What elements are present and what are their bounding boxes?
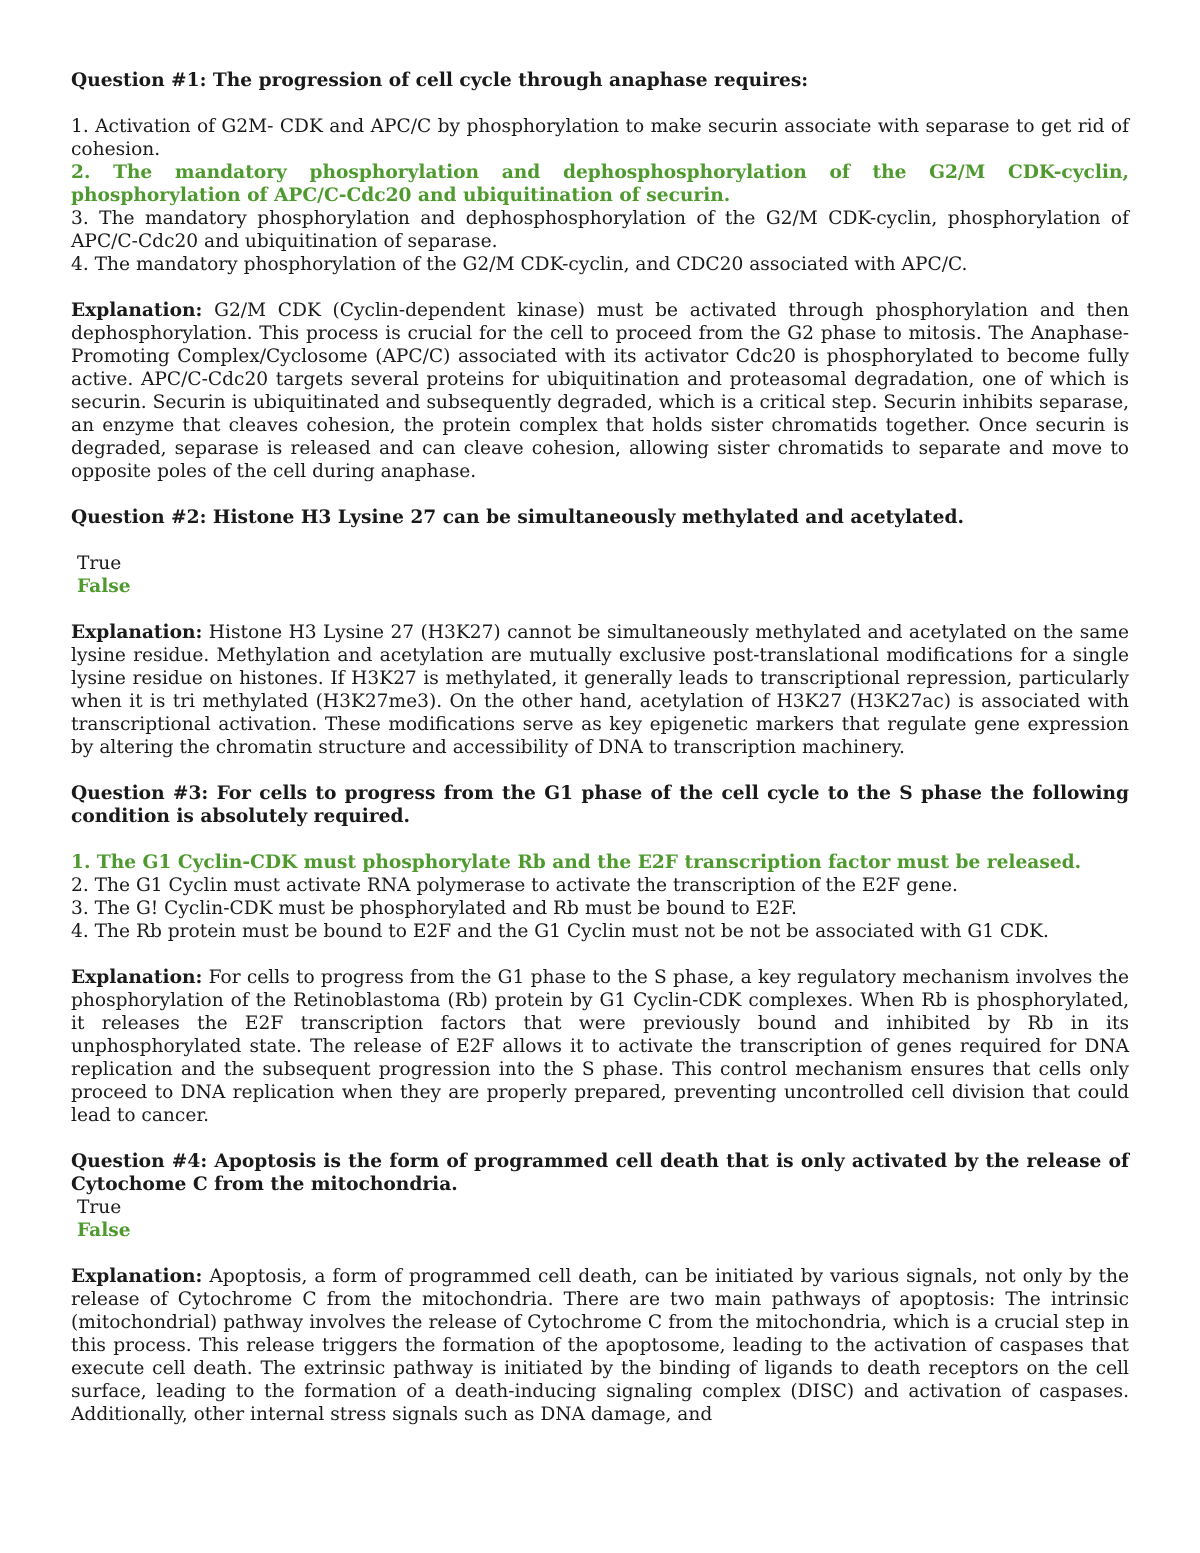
q3-explanation-label: Explanation: (71, 967, 203, 988)
q2-option-false-correct: False (77, 576, 131, 597)
question-3-title: Question #3: For cells to progress from the G1 phase of the cell cycle to the S phase the following condition is absolutely required. (71, 783, 1129, 827)
q4-explanation (71, 1265, 1129, 1426)
q4-option-true: True (77, 1197, 122, 1218)
q1-option-4: 4. The mandatory phosphorylation of the G2/M CDK-cyclin, and CDC20 associated with APC/C. (71, 254, 968, 275)
question-1-title: Question #1: The progression of cell cycle through anaphase requires: (71, 70, 809, 91)
q1-explanation-label: Explanation: (71, 300, 203, 321)
q3-option-2: 2. The G1 Cyclin must activate RNA polymerase to activate the transcription of the E2F gene. (71, 875, 958, 896)
q2-explanation-label: Explanation: (71, 622, 203, 643)
q3-explanation (71, 966, 1129, 1127)
question-2-title: Question #2: Histone H3 Lysine 27 can be simultaneously methylated and acetylated. (71, 507, 964, 528)
q3-explanation-text: For cells to progress from the G1 phase to the S phase, a key regulatory mechanism involves the phosphorylation of the Retinoblastoma (Rb) protein by G1 Cyclin-CDK complexes. When Rb is phosphorylated, it releases the E2F transcription factors that were previously bound and inhibited by Rb in its unphosphorylated state. The release of E2F allows it to activate the transcription of genes required for DNA replication and the subsequent progression into the S phase. This control mechanism ensures that cells only proceed to DNA replication when they are properly prepared, preventing uncontrolled cell division that could lead to cancer. (71, 967, 1129, 1126)
q1-explanation (71, 299, 1129, 483)
q3-option-4: 4. The Rb protein must be bound to E2F and the G1 Cyclin must not be not be associated with G1 CDK. (71, 921, 1049, 942)
q1-explanation-text: G2/M CDK (Cyclin-dependent kinase) must be activated through phosphorylation and then dephosphorylation. This process is crucial for the cell to proceed from the G2 phase to mitosis. The Anaphase-Promoting Complex/Cyclosome (APC/C) associated with its activator Cdc20 is phosphorylated to become fully active. APC/C-Cdc20 targets several proteins for ubiquitination and proteasomal degradation, one of which is securin. Securin is ubiquitinated and subsequently degraded, which is a critical step. Securin inhibits separase, an enzyme that cleaves cohesion, the protein complex that holds sister chromatids together. Once securin is degraded, separase is released and can cleave cohesion, allowing sister chromatids to separate and move to opposite poles of the cell during anaphase. (71, 300, 1129, 482)
q3-option-1-correct: 1. The G1 Cyclin-CDK must phosphorylate Rb and the E2F transcription factor must be released. (71, 852, 1082, 873)
q1-option-1: 1. Activation of G2M- CDK and APC/C by phosphorylation to make securin associate with separase to get rid of cohesion. (71, 116, 1129, 160)
q4-explanation-label: Explanation: (71, 1266, 203, 1287)
q4-explanation-text: Apoptosis, a form of programmed cell death, can be initiated by various signals, not only by the release of Cytochrome C from the mitochondria. There are two main pathways of apoptosis: The intrinsic (mitochondrial) pathway involves the release of Cytochrome C from the mitochondria, which is a crucial step in this process. This release triggers the formation of the apoptosome, leading to the activation of caspases that execute cell death. The extrinsic pathway is initiated by the binding of ligands to death receptors on the cell surface, leading to the formation of a death-inducing signaling complex (DISC) and activation of caspases. Additionally, other internal stress signals such as DNA damage, and (71, 1266, 1129, 1425)
question-4-title: Question #4: Apoptosis is the form of programmed cell death that is only activated by the release of Cytochome C from the mitochondria. (71, 1151, 1129, 1195)
q3-option-3: 3. The G! Cyclin-CDK must be phosphorylated and Rb must be bound to E2F. (71, 898, 797, 919)
q4-option-false-correct: False (77, 1220, 131, 1241)
q2-explanation (71, 621, 1129, 759)
q1-option-3: 3. The mandatory phosphorylation and dephosphosphorylation of the G2/M CDK-cyclin, phosphorylation of APC/C-Cdc20 and ubiquitination of separase. (71, 208, 1129, 252)
q2-explanation-text: Histone H3 Lysine 27 (H3K27) cannot be simultaneously methylated and acetylated on the same lysine residue. Methylation and acetylation are mutually exclusive post-translational modifications for a single lysine residue on histones. If H3K27 is methylated, it generally leads to transcriptional repression, particularly when it is tri methylated (H3K27me3). On the other hand, acetylation of H3K27 (H3K27ac) is associated with transcriptional activation. These modifications serve as key epigenetic markers that regulate gene expression by altering the chromatin structure and accessibility of DNA to transcription machinery. (71, 622, 1129, 758)
q2-option-true: True (77, 553, 122, 574)
q1-option-2-correct: 2. The mandatory phosphorylation and dephosphosphorylation of the G2/M CDK-cyclin, phosphorylation of APC/C-Cdc20 and ubiquitination of securin. (71, 162, 1129, 206)
